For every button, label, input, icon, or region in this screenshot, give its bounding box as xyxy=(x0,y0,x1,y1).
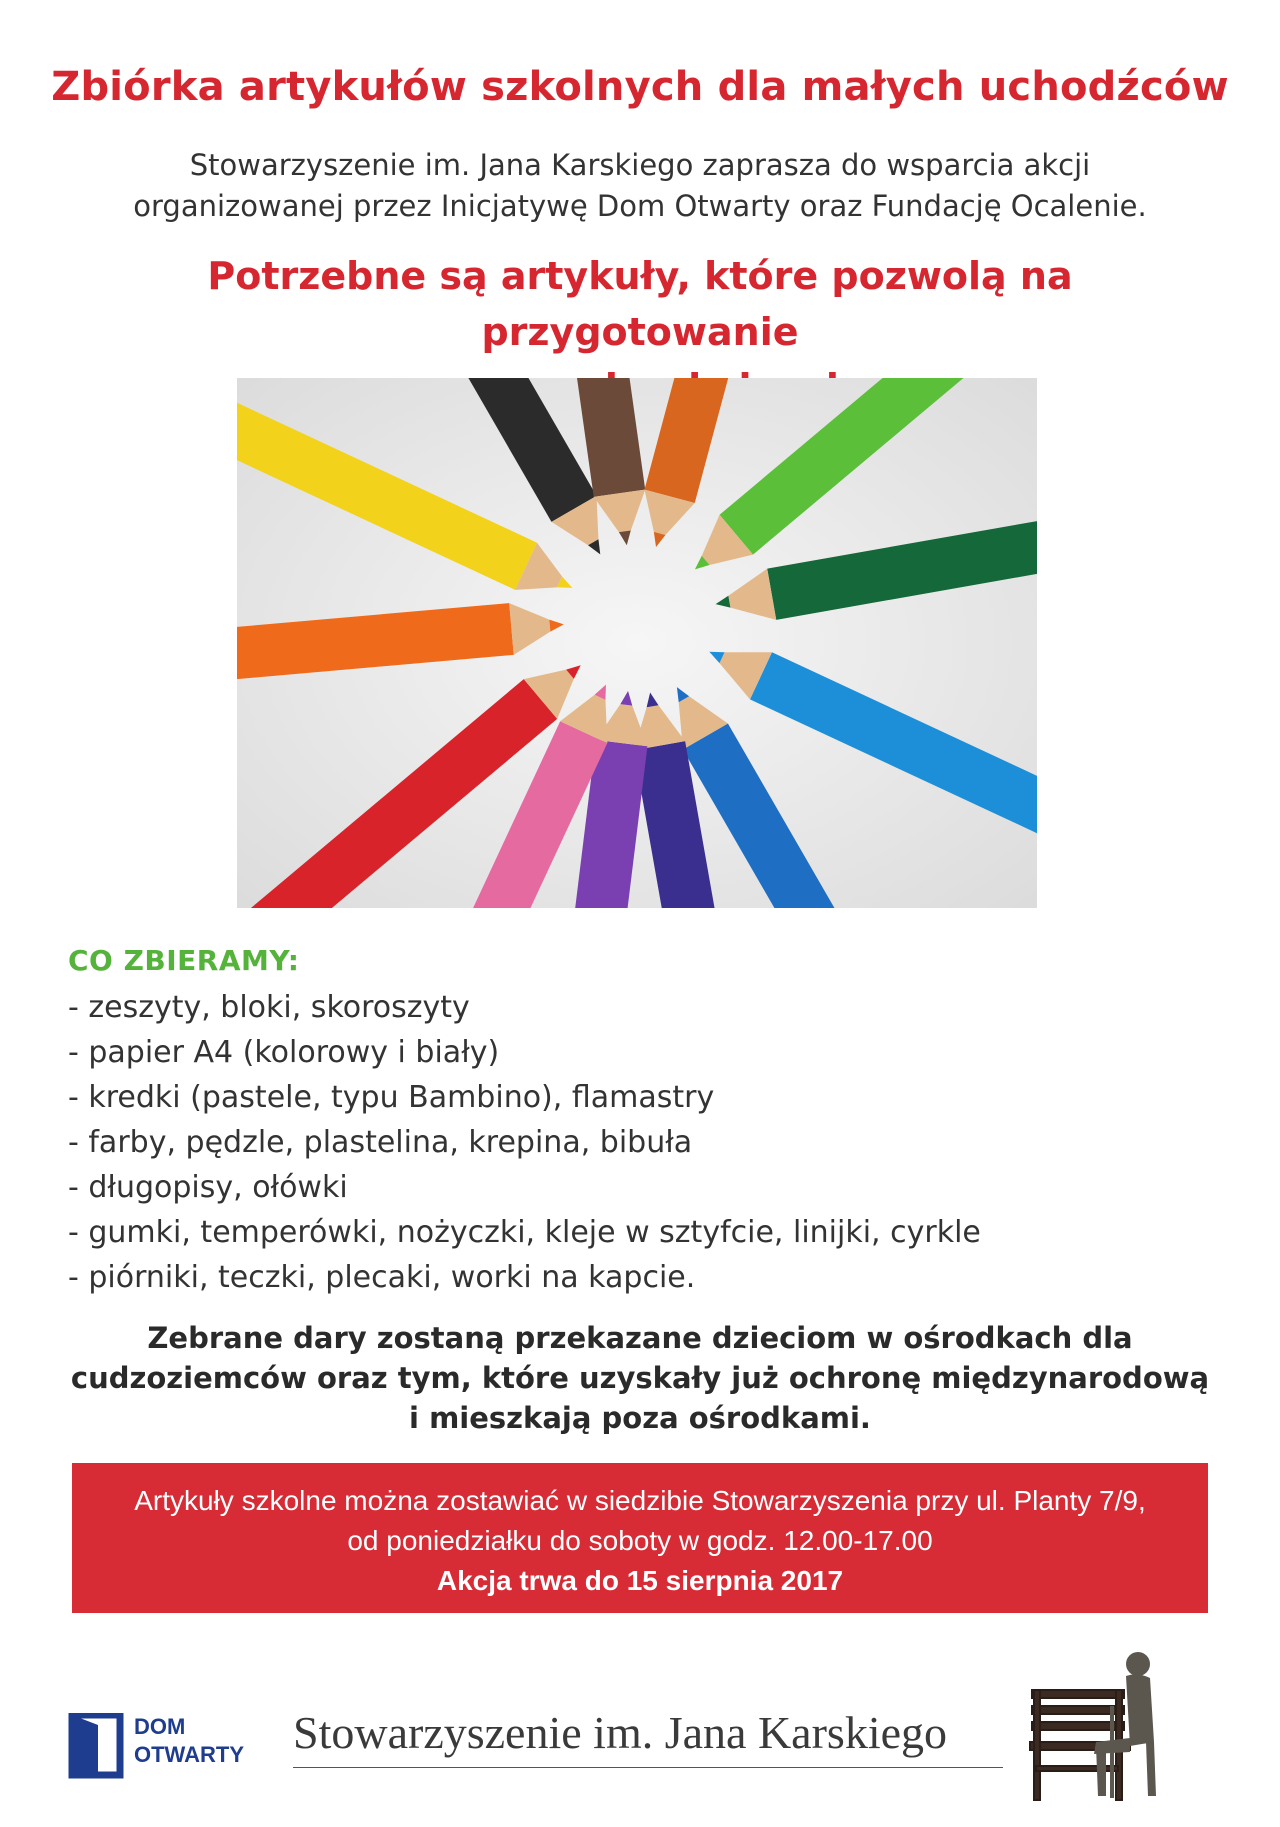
closing-line-1: Zebrane dary zostaną przekazane dzieciom w ośrodkach dla xyxy=(147,1321,1133,1355)
needed-line-1: Potrzebne są artykuły, które pozwolą na przygotowanie xyxy=(207,254,1073,354)
intro-line-2: organizowanej przez Inicjatywę Dom Otwarty oraz Fundację Ocalenie. xyxy=(133,189,1147,223)
banner-deadline: Akcja trwa do 15 sierpnia 2017 xyxy=(436,1565,844,1596)
list-item: - piórniki, teczki, plecaki, worki na kapcie. xyxy=(68,1255,981,1300)
intro-text xyxy=(100,145,1180,227)
list-item: - gumki, temperówki, nożyczki, kleje w sztyfcie, linijki, cyrkle xyxy=(68,1210,981,1255)
poster-title: Zbiórka artykułów szkolnych dla małych uchodźców xyxy=(51,64,1229,110)
list-item: - długopisy, ołówki xyxy=(68,1165,981,1210)
dom-otwarty-line-1: DOM xyxy=(134,1714,186,1739)
list-heading: CO ZBIERAMY: xyxy=(68,944,300,977)
dom-otwarty-line-2: OTWARTY xyxy=(134,1742,244,1767)
info-banner xyxy=(72,1463,1208,1613)
banner-hours: od poniedziałku do soboty w godz. 12.00-17.00 xyxy=(347,1525,933,1556)
karski-bench-statue-icon xyxy=(1026,1646,1176,1806)
intro-line-1: Stowarzyszenie im. Jana Karskiego zaprasza do wsparcia akcji xyxy=(189,148,1091,182)
karski-association-name: Stowarzyszenie im. Jana Karskiego xyxy=(293,1706,1003,1768)
list-item: - papier A4 (kolorowy i biały) xyxy=(68,1030,981,1075)
collected-items-list xyxy=(68,985,981,1300)
closing-text xyxy=(60,1318,1220,1438)
list-item: - zeszyty, bloki, skoroszyty xyxy=(68,985,981,1030)
list-item: - kredki (pastele, typu Bambino), flamastry xyxy=(68,1075,981,1120)
closing-line-2: cudzoziemców oraz tym, które uzyskały już ochronę międzynarodową xyxy=(70,1361,1210,1395)
pencils-photo xyxy=(237,378,1037,908)
banner-address: Artykuły szkolne można zostawiać w siedzibie Stowarzyszenia przy ul. Planty 7/9, xyxy=(134,1485,1146,1516)
dom-otwarty-logo xyxy=(68,1705,268,1785)
open-door-icon xyxy=(68,1713,124,1779)
closing-line-3: i mieszkają poza ośrodkami. xyxy=(409,1401,871,1435)
list-item: - farby, pędzle, plastelina, krepina, bibuła xyxy=(68,1120,981,1165)
